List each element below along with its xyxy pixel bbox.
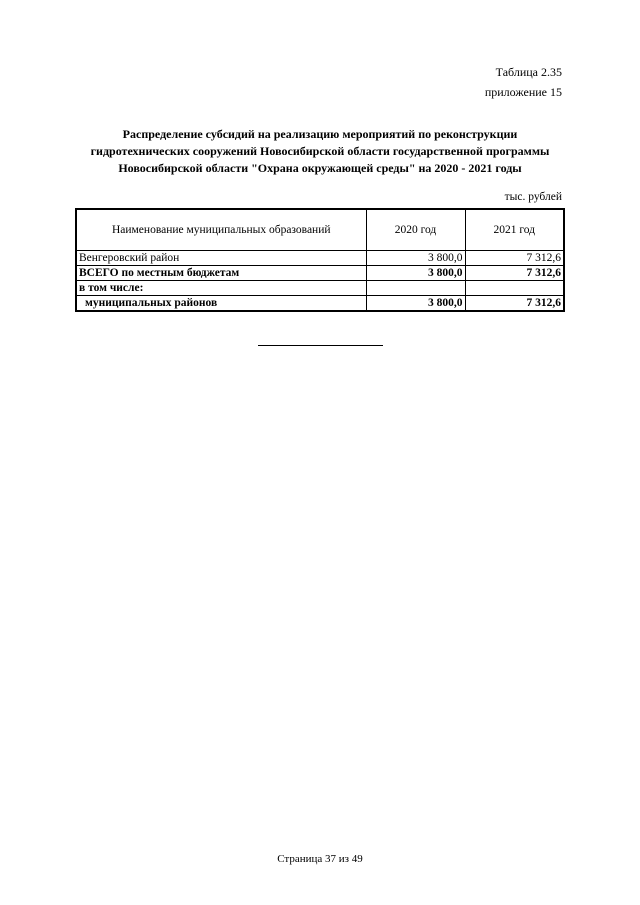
table-row [76,251,564,266]
header-name: Наименование муниципальных образований [76,209,366,251]
table-row-districts [76,296,564,312]
page-number: Страница 37 из 49 [277,853,363,865]
row-2021: 7 312,6 [465,251,564,266]
row-2020: 3 800,0 [366,251,465,266]
row-name: Венгеровский район [76,251,366,266]
table-caption [485,62,562,102]
table-number: Таблица 2.35 [495,65,562,79]
row-2021: 7 312,6 [465,296,564,312]
header-2020: 2020 год [366,209,465,251]
document-title [70,126,570,177]
row-name: муниципальных районов [76,296,366,312]
row-name: ВСЕГО по местным бюджетам [76,266,366,281]
title-line-1: Распределение субсидий на реализацию мероприятий по реконструкции [122,127,518,141]
appendix-label: приложение 15 [484,85,562,99]
row-name: в том числе: [76,281,366,296]
row-2020: 3 800,0 [366,296,465,312]
row-2020 [366,281,465,296]
subsidy-table [75,208,565,312]
table-row-total [76,266,564,281]
row-2021: 7 312,6 [465,266,564,281]
table-header-row [76,209,564,251]
divider-line [258,345,383,346]
row-2020: 3 800,0 [366,266,465,281]
units-label: тыс. рублей [504,191,562,203]
table-row-including [76,281,564,296]
title-line-3: Новосибирской области "Охрана окружающей среды" на 2020 - 2021 годы [118,161,522,175]
row-2021 [465,281,564,296]
header-2021: 2021 год [465,209,564,251]
title-line-2: гидротехнических сооружений Новосибирской области государственной программы [90,144,550,158]
